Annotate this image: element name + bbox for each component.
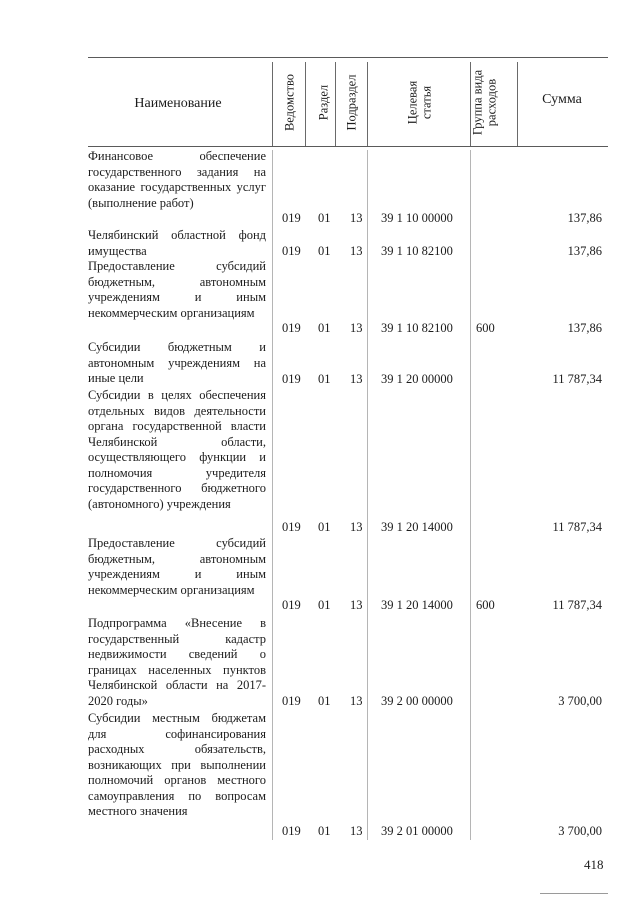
header-bottom-rule — [88, 146, 608, 147]
col-divider — [367, 62, 368, 146]
row-group: 600 — [476, 321, 495, 335]
row-name: Субсидии местным бюджетам для софинансирования расходных обязательств, возникающих при выполнении полномочий органов местного самоуправления по вопросам местного значения — [88, 711, 266, 818]
row-podrazdel: 13 — [350, 824, 363, 838]
col-divider — [305, 62, 306, 146]
row-name: Финансовое обеспечение государственного задания на оказание государственных услуг (выполнение работ) — [88, 149, 266, 210]
row-razdel: 01 — [318, 520, 331, 534]
row-name: Подпрограмма «Внесение в государственный кадастр недвижимости сведений о границах населенных пунктов Челябинской области на 2017-2020 годы» — [88, 616, 266, 708]
row-razdel: 01 — [318, 694, 331, 708]
row-target: 39 1 10 82100 — [381, 321, 453, 335]
row-podrazdel: 13 — [350, 321, 363, 335]
row-vedomstvo: 019 — [282, 520, 301, 534]
row-razdel: 01 — [318, 824, 331, 838]
row-sum: 3 700,00 — [558, 824, 602, 838]
row-target: 39 2 00 00000 — [381, 694, 453, 708]
row-target: 39 1 20 14000 — [381, 520, 453, 534]
row-razdel: 01 — [318, 598, 331, 612]
header-name: Наименование — [134, 96, 222, 111]
table-row — [88, 149, 608, 227]
col-divider — [272, 62, 273, 146]
row-sum: 11 787,34 — [552, 598, 602, 612]
row-sum: 137,86 — [567, 211, 602, 225]
row-target: 39 1 10 82100 — [381, 244, 453, 258]
row-target: 39 1 20 00000 — [381, 372, 453, 386]
row-podrazdel: 13 — [350, 520, 363, 534]
row-sum: 11 787,34 — [552, 372, 602, 386]
row-sum: 11 787,34 — [552, 520, 602, 534]
row-podrazdel: 13 — [350, 598, 363, 612]
row-name: Предоставление субсидий бюджетным, автономным учреждениям и иным некоммерческим организациям — [88, 259, 266, 320]
row-name: Субсидии в целях обеспечения отдельных видов деятельности органа государственной власти Челябинской области, осуществляющего функции и полномочия учредителя государственного бюджетного (автономного) учреждения — [88, 388, 266, 511]
row-vedomstvo: 019 — [282, 244, 301, 258]
row-razdel: 01 — [318, 211, 331, 225]
row-sum: 3 700,00 — [558, 694, 602, 708]
row-razdel: 01 — [318, 321, 331, 335]
row-podrazdel: 13 — [350, 694, 363, 708]
row-vedomstvo: 019 — [282, 372, 301, 386]
page-number: 418 — [584, 857, 604, 872]
row-name: Предоставление субсидий бюджетным, автономным учреждениям и иным некоммерческим организациям — [88, 536, 266, 597]
row-target: 39 2 01 00000 — [381, 824, 453, 838]
col-divider — [517, 62, 518, 146]
table-row — [88, 711, 608, 843]
row-podrazdel: 13 — [350, 372, 363, 386]
row-name: Субсидии бюджетным и автономным учреждениям на иные цели — [88, 340, 266, 385]
header-group-line1: Группа вида — [470, 69, 485, 136]
footer-rule — [540, 893, 608, 894]
row-razdel: 01 — [318, 244, 331, 258]
table-row — [88, 616, 608, 712]
row-vedomstvo: 019 — [282, 694, 301, 708]
header-target-line1: Целевая — [405, 80, 420, 125]
header-top-rule — [88, 57, 608, 58]
row-sum: 137,86 — [567, 244, 602, 258]
row-podrazdel: 13 — [350, 211, 363, 225]
row-vedomstvo: 019 — [282, 321, 301, 335]
table-row — [88, 536, 608, 616]
row-vedomstvo: 019 — [282, 598, 301, 612]
row-podrazdel: 13 — [350, 244, 363, 258]
row-target: 39 1 10 00000 — [381, 211, 453, 225]
row-razdel: 01 — [318, 372, 331, 386]
table-row — [88, 340, 608, 388]
header-razdel: Раздел — [316, 84, 331, 121]
row-vedomstvo: 019 — [282, 824, 301, 838]
table-row — [88, 228, 608, 260]
header-podrazdel: Подраздел — [344, 74, 359, 131]
row-sum: 137,86 — [567, 321, 602, 335]
row-name: Челябинский областной фонд имущества — [88, 228, 266, 258]
header-target-line2: статья — [419, 85, 434, 120]
header-group-line2: расходов — [484, 78, 499, 127]
row-vedomstvo: 019 — [282, 211, 301, 225]
header-vedomstvo: Ведомство — [282, 73, 297, 132]
table-row — [88, 259, 608, 339]
col-divider — [335, 62, 336, 146]
row-target: 39 1 20 14000 — [381, 598, 453, 612]
table-row — [88, 388, 608, 536]
row-group: 600 — [476, 598, 495, 612]
header-sum: Сумма — [542, 92, 582, 107]
